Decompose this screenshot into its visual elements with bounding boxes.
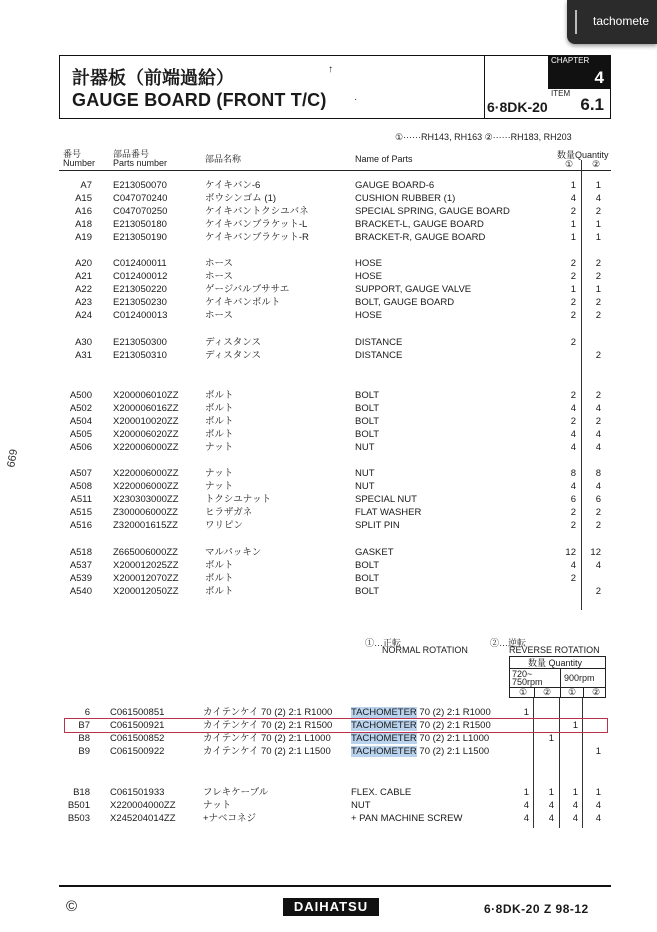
part-name-en: SPECIAL NUT (355, 494, 417, 505)
qty-variant-1: 2 (570, 206, 576, 217)
col-qty-2: ② (592, 159, 601, 169)
chapter-label: CHAPTER (551, 56, 590, 65)
misc-qty: 1 (595, 787, 601, 798)
part-number: E213050230 (113, 297, 167, 308)
qty-variant-1: 2 (570, 310, 576, 321)
qty-variant-1: 2 (570, 258, 576, 269)
col-partno-jp: 部品番号 (113, 149, 150, 159)
misc-name-jp: ナット (203, 800, 232, 811)
normal-rotation-jp: ①…正転 (365, 638, 402, 648)
qty-variant-1: 12 (565, 547, 576, 558)
qty-variant-2: 4 (595, 481, 601, 492)
qty-variant-1: 2 (570, 271, 576, 282)
part-name-en: NUT (355, 442, 375, 453)
normal-rotation-en: NORMAL ROTATION (382, 645, 468, 655)
part-number: E213050220 (113, 284, 167, 295)
model-number: 6·8DK-20 (487, 99, 548, 115)
qty-variant-2: 4 (595, 560, 601, 571)
part-name-jp: ケイキバントクシユバネ (205, 206, 309, 217)
part-number: E213050300 (113, 337, 167, 348)
tacho-name-en (351, 707, 491, 719)
header-rule (59, 170, 611, 171)
qty-variant-2: 4 (595, 442, 601, 453)
qty-variant-1: 4 (570, 442, 576, 453)
misc-qty: 4 (523, 813, 529, 824)
part-number: C012400011 (113, 258, 167, 269)
part-name-en: BRACKET-R, GAUGE BOARD (355, 232, 486, 243)
qty-variant-1: 4 (570, 193, 576, 204)
part-number-id: A511 (70, 494, 92, 505)
part-name-jp: ボウシンゴム (1) (205, 193, 277, 204)
rpm-720-750-a: 720~ (512, 669, 533, 679)
qty-variant-2: 2 (595, 520, 601, 531)
tacho-item-id: B9 (78, 746, 90, 757)
tacho-spec: 70 (2) 2:1 R1500 (416, 720, 491, 731)
part-number: X200006010ZZ (113, 390, 179, 401)
item-value: 6.1 (580, 95, 604, 114)
part-name-jp: ホース (205, 310, 234, 321)
qty-variant-2: 1 (595, 232, 601, 243)
part-number-id: A30 (75, 337, 92, 348)
part-number-id: A516 (69, 520, 92, 531)
search-query[interactable]: tachomete (593, 14, 650, 28)
qty-variant-1: 1 (570, 219, 576, 230)
part-number-id: A500 (69, 390, 92, 401)
reverse-rotation-jp: ②…逆転 (490, 638, 527, 648)
part-name-jp: ボルト (205, 390, 234, 401)
part-name-en: BOLT (355, 416, 380, 427)
col-partno-en: Parts number (113, 158, 168, 168)
rpm-col-1: ① (519, 687, 528, 697)
title-block (59, 55, 611, 119)
rpm-qty-label: 数量 Quantity (528, 658, 583, 668)
part-name-jp: ケイキバン-6 (205, 180, 261, 191)
qty-variant-1: 4 (570, 560, 576, 571)
part-number-id: A16 (75, 206, 92, 217)
col-qty-1: ① (565, 159, 574, 169)
tacho-name-en (351, 733, 489, 745)
part-name-en: BOLT (355, 390, 380, 401)
misc-qty: 4 (595, 800, 601, 811)
qty-variant-1: 4 (570, 403, 576, 414)
part-number: X220006000ZZ (113, 442, 179, 453)
col-name-en: Name of Parts (355, 154, 413, 164)
part-number: C047070250 (113, 206, 168, 217)
qty-variant-2: 6 (595, 494, 601, 505)
qty-variant-2: 8 (595, 468, 601, 479)
title-japanese: 計器板（前端過給） (72, 68, 234, 88)
part-name-jp: ボルト (205, 429, 234, 440)
col-name-jp: 部品名称 (205, 154, 242, 164)
qty-variant-2: 12 (590, 547, 601, 558)
part-name-en: BOLT, GAUGE BOARD (355, 297, 455, 308)
tacho-spec: 70 (2) 2:1 L1500 (416, 746, 490, 757)
misc-name-jp: +ナベコネジ (203, 813, 257, 824)
tacho-qty: 1 (548, 733, 554, 744)
chapter-box (548, 56, 610, 89)
part-name-en: HOSE (355, 310, 382, 321)
part-number: Z665006000ZZ (113, 547, 178, 558)
part-number: X200012050ZZ (113, 586, 179, 597)
misc-item-id: B18 (73, 787, 90, 798)
part-name-en: BOLT (355, 429, 380, 440)
chapter-value: 4 (594, 68, 604, 87)
misc-qty: 1 (523, 787, 529, 798)
rpm-qty-header (509, 656, 606, 698)
tacho-name-jp: カイテンケイ 70 (2) 2:1 L1500 (203, 746, 331, 757)
part-number-id: A539 (69, 573, 92, 584)
rpm-900: 900rpm (564, 673, 595, 683)
tacho-spec: 70 (2) 2:1 L1000 (416, 733, 490, 744)
misc-part-number: X245204014ZZ (110, 813, 176, 824)
item-label: ITEM (551, 89, 571, 98)
search-match-highlight: TACHOMETER (351, 720, 417, 731)
part-number: Z300006000ZZ (113, 507, 178, 518)
qty-variant-2: 2 (595, 258, 601, 269)
part-name-en: HOSE (355, 271, 382, 282)
misc-item-id: B501 (67, 800, 90, 811)
misc-name-en: + PAN MACHINE SCREW (351, 813, 463, 824)
part-number-id: A23 (75, 297, 92, 308)
qty-variant-1: 2 (570, 573, 576, 584)
qty-variant-1: 8 (570, 468, 576, 479)
misc-name-en: NUT (351, 800, 371, 811)
part-name-en: NUT (355, 481, 375, 492)
copyright-symbol: © (66, 898, 78, 915)
part-name-jp: ホース (205, 271, 234, 282)
part-number-id: A22 (75, 284, 92, 295)
misc-qty: 4 (572, 800, 578, 811)
part-name-en: SPLIT PIN (355, 520, 400, 531)
misc-qty: 4 (595, 813, 601, 824)
part-number: X200010020ZZ (113, 416, 179, 427)
tacho-name-en (351, 746, 489, 758)
stray-mark: ↑ (328, 64, 333, 75)
part-name-jp: ディスタンス (205, 350, 261, 361)
misc-qty: 4 (548, 813, 554, 824)
part-name-jp: ナット (205, 468, 234, 479)
stray-mark-2: · (354, 94, 358, 105)
qty-variant-1: 1 (570, 232, 576, 243)
part-name-jp: ホース (205, 258, 234, 269)
part-name-jp: ワリピン (205, 520, 244, 531)
misc-qty: 1 (572, 787, 578, 798)
part-name-jp: ナット (205, 442, 234, 453)
qty-variant-2: 2 (595, 206, 601, 217)
tacho-name-en (351, 720, 491, 732)
part-name-en: DISTANCE (355, 337, 403, 348)
qty-variant-2: 2 (595, 350, 601, 361)
part-number-id: A504 (69, 416, 92, 427)
part-number: E213050190 (113, 232, 167, 243)
part-number-id: A518 (69, 547, 92, 558)
part-number-id: A24 (75, 310, 92, 321)
part-number: Z320001615ZZ (113, 520, 178, 531)
tacho-part-number: C061500852 (110, 733, 165, 744)
qty-variant-2: 1 (595, 180, 601, 191)
part-number-id: A21 (75, 271, 92, 282)
qty-variant-1: 6 (570, 494, 576, 505)
col-number-en: Number (63, 158, 96, 168)
qty-variant-1: 2 (570, 297, 576, 308)
rpm-col-3: ① (568, 687, 577, 697)
qty-variant-2: 2 (595, 507, 601, 518)
part-name-jp: ケイキバンブラケット-L (205, 219, 308, 230)
col-number-jp: 番号 (63, 149, 82, 159)
part-name-en: GASKET (355, 547, 394, 558)
qty-variant-2: 2 (595, 416, 601, 427)
part-number-id: A19 (75, 232, 92, 243)
part-number-id: A502 (69, 403, 92, 414)
qty-variant-2: 2 (595, 390, 601, 401)
misc-part-number: X220004000ZZ (110, 800, 176, 811)
document-number: 6·8DK-20 Z 98-12 (484, 902, 589, 916)
part-number: X220006000ZZ (113, 481, 179, 492)
reverse-rotation-en: REVERSE ROTATION (509, 645, 600, 655)
part-name-jp: ケイキバンボルト (205, 297, 281, 308)
part-number-id: A31 (75, 350, 92, 361)
popup-divider (575, 10, 577, 34)
qty-variant-1: 4 (570, 481, 576, 492)
tacho-item-id: B8 (78, 733, 90, 744)
misc-name-en: FLEX. CABLE (351, 787, 412, 798)
part-number: C047070240 (113, 193, 168, 204)
qty-variant-1: 2 (570, 520, 576, 531)
part-name-en: CUSHION RUBBER (1) (355, 193, 456, 204)
qty-variant-2: 1 (595, 219, 601, 230)
part-name-jp: ボルト (205, 416, 234, 427)
rpm-720-750-b: 750rpm (512, 677, 543, 687)
part-number-id: A508 (69, 481, 92, 492)
part-number-id: A506 (69, 442, 92, 453)
qty-variant-2: 1 (595, 284, 601, 295)
part-name-jp: ボルト (205, 403, 234, 414)
part-number-id: A507 (69, 468, 92, 479)
part-name-en: BOLT (355, 403, 380, 414)
qty-variant-1: 2 (570, 416, 576, 427)
misc-qty: 4 (523, 800, 529, 811)
part-number: E213050180 (113, 219, 167, 230)
part-name-jp: トクシユナット (205, 494, 272, 505)
misc-part-number: C061501933 (110, 787, 165, 798)
tacho-qty: 1 (595, 746, 601, 757)
part-name-en: HOSE (355, 258, 382, 269)
qty-variant-1: 1 (570, 284, 576, 295)
part-number-id: A15 (75, 193, 92, 204)
misc-qty: 1 (548, 787, 554, 798)
part-number: X220006000ZZ (113, 468, 179, 479)
part-number-id: A515 (69, 507, 92, 518)
col-qty-jp: 数量 (557, 150, 576, 160)
qty-variant-1: 4 (570, 429, 576, 440)
part-name-en: DISTANCE (355, 350, 403, 361)
footer-rule (59, 885, 611, 887)
tacho-item-id: B7 (78, 720, 90, 731)
misc-name-jp: フレキケーブル (203, 787, 269, 798)
part-name-en: SPECIAL SPRING, GAUGE BOARD (355, 206, 510, 217)
qty-variant-2: 2 (595, 297, 601, 308)
part-number-id: A18 (75, 219, 92, 230)
qty-variant-1: 2 (570, 507, 576, 518)
part-name-en: BOLT (355, 560, 380, 571)
part-name-jp: マルパッキン (205, 547, 262, 558)
part-name-en: BOLT (355, 586, 380, 597)
search-match-highlight: TACHOMETER (351, 733, 417, 744)
part-name-jp: ナット (205, 481, 234, 492)
part-number: X230303000ZZ (113, 494, 179, 505)
part-number-id: A505 (69, 429, 92, 440)
part-number: X200012025ZZ (113, 560, 179, 571)
qty-variant-2: 2 (595, 271, 601, 282)
rpm-col-4: ② (592, 687, 601, 697)
applicability-note: ①······RH143, RH163 ②······RH183, RH203 (395, 132, 572, 142)
qty-divider (581, 160, 582, 610)
part-name-en: NUT (355, 468, 375, 479)
part-name-en: FLAT WASHER (355, 507, 422, 518)
tacho-name-jp: カイテンケイ 70 (2) 2:1 R1500 (203, 720, 333, 731)
tacho-part-number: C061500922 (110, 746, 165, 757)
misc-qty: 4 (548, 800, 554, 811)
qty-variant-2: 2 (595, 310, 601, 321)
tacho-name-jp: カイテンケイ 70 (2) 2:1 L1000 (203, 733, 331, 744)
part-name-jp: ボルト (205, 560, 234, 571)
part-name-en: GAUGE BOARD-6 (355, 180, 435, 191)
tacho-qty: 1 (523, 707, 529, 718)
part-number: E213050310 (113, 350, 167, 361)
misc-qty: 4 (572, 813, 578, 824)
tacho-part-number: C061500851 (110, 707, 165, 718)
qty-variant-1: 1 (570, 180, 576, 191)
find-in-page-popup[interactable] (567, 0, 657, 44)
rpm-col-2: ② (543, 687, 552, 697)
tacho-item-id: 6 (84, 707, 90, 718)
search-match-highlight: TACHOMETER (351, 707, 417, 718)
search-match-highlight: TACHOMETER (351, 746, 417, 757)
item-box (548, 89, 610, 118)
misc-item-id: B503 (67, 813, 90, 824)
part-name-en: SUPPORT, GAUGE VALVE (355, 284, 472, 295)
part-name-en: BRACKET-L, GAUGE BOARD (355, 219, 484, 230)
qty-variant-2: 4 (595, 193, 601, 204)
daihatsu-logo: DAIHATSU (283, 898, 379, 916)
part-number: X200012070ZZ (113, 573, 179, 584)
col-qty-en: Quantity (575, 150, 609, 160)
tacho-part-number: C061500921 (110, 720, 165, 731)
part-number-id: A540 (69, 586, 92, 597)
part-number-id: A537 (69, 560, 92, 571)
qty-variant-2: 4 (595, 403, 601, 414)
part-name-jp: ケイキバンブラケット-R (205, 232, 309, 243)
part-name-jp: ボルト (205, 586, 234, 597)
part-number-id: A7 (80, 180, 92, 191)
part-number: C012400012 (113, 271, 168, 282)
part-number-id: A20 (75, 258, 92, 269)
part-name-en: BOLT (355, 573, 380, 584)
part-name-jp: ヒラザガネ (205, 507, 253, 518)
part-name-jp: ゲージバルブササエ (205, 284, 290, 295)
handwritten-margin-note: 699 (3, 447, 19, 469)
title-english: GAUGE BOARD (FRONT T/C) (72, 90, 327, 110)
qty-variant-2: 4 (595, 429, 601, 440)
tacho-qty: 1 (572, 720, 578, 731)
qty-variant-1: 2 (570, 337, 576, 348)
tacho-name-jp: カイテンケイ 70 (2) 2:1 R1000 (203, 707, 333, 718)
part-number: C012400013 (113, 310, 168, 321)
qty-variant-2: 2 (595, 586, 601, 597)
tacho-spec: 70 (2) 2:1 R1000 (416, 707, 491, 718)
part-name-jp: ボルト (205, 573, 234, 584)
part-number: E213050070 (113, 180, 167, 191)
part-number: X200006016ZZ (113, 403, 179, 414)
part-name-jp: ディスタンス (205, 337, 261, 348)
qty-variant-1: 2 (570, 390, 576, 401)
part-number: X200006020ZZ (113, 429, 179, 440)
